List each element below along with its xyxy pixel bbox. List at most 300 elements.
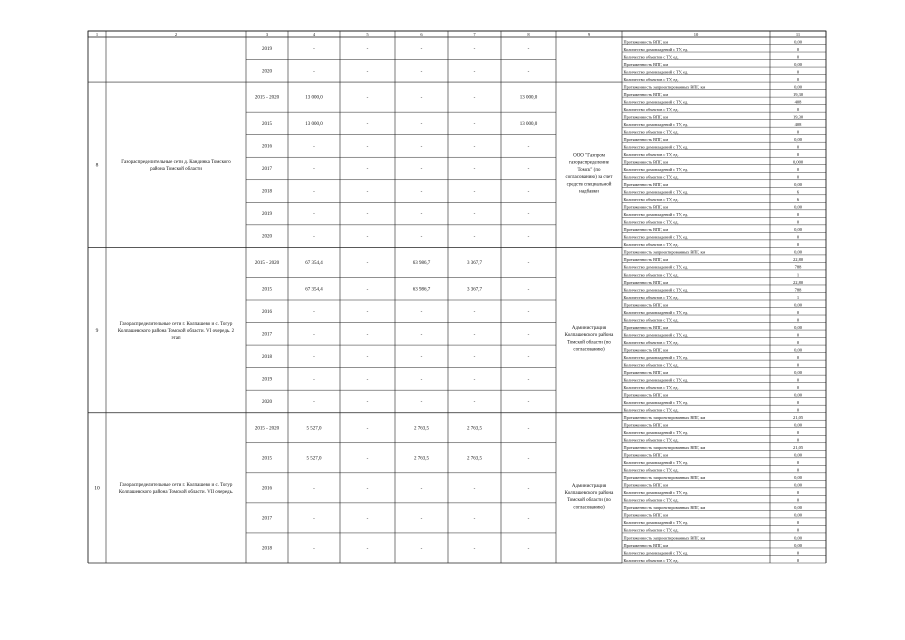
metric-value: 0 xyxy=(796,354,800,360)
metric-value: 0 xyxy=(796,460,800,466)
object-name: Колпашевского района Томской области. VII очередь. xyxy=(118,490,234,496)
metric-label: Протяженность ВПГ, км xyxy=(623,347,669,353)
metric-value: 0,00 xyxy=(794,475,802,481)
amount-cell: - xyxy=(473,354,476,360)
metric-value: 0 xyxy=(796,362,800,368)
header-row xyxy=(88,31,826,37)
amount-cell: - xyxy=(366,189,369,195)
object-name: Газораспределительные сети г. Колпашево и с. Тогур xyxy=(119,483,233,489)
metric-value: 0 xyxy=(796,550,800,556)
metric-value: 0 xyxy=(796,212,800,218)
metric-value: 0,00 xyxy=(794,227,802,233)
amount-cell: 2 763,5 xyxy=(414,426,429,432)
amount-cell: 63 986,7 xyxy=(412,261,431,267)
amount-cell: - xyxy=(366,377,369,383)
metric-value: 788 xyxy=(794,264,802,270)
amount-cell: - xyxy=(420,167,423,173)
amount-cell: - xyxy=(313,234,315,240)
amount-cell: - xyxy=(473,167,476,173)
metric-value: 0 xyxy=(796,317,800,323)
metric-label: Количество объектов с ТУ, ед. xyxy=(623,54,679,60)
amount-cell: 13 000,0 xyxy=(305,95,323,101)
executor: Колпашевского района xyxy=(564,491,614,497)
metric-label: Количество объектов с ТУ, ед. xyxy=(623,152,679,158)
metric-label: Количество домовладений с ТУ, ед. xyxy=(623,69,689,75)
header-cell-8: 8 xyxy=(527,31,530,37)
year-label: 2015 - 2020 xyxy=(254,426,280,432)
year-label: 2016 xyxy=(262,144,272,150)
executor: Томской области (по xyxy=(567,340,611,346)
metric-label: Протяженность ВПГ, км xyxy=(623,182,669,188)
metric-value: 0 xyxy=(796,234,800,240)
metric-label: Протяженность ВПГ, км xyxy=(623,204,669,210)
amount-cell: - xyxy=(420,377,423,383)
metric-value: 0,00 xyxy=(794,39,802,45)
metric-label: Протяженность запроектированных ВПГ, км xyxy=(623,249,706,255)
metric-label: Количество объектов с ТУ, ед. xyxy=(623,219,679,225)
header-cell-11: 11 xyxy=(795,31,801,37)
amount-cell: - xyxy=(527,377,530,383)
amount-cell: - xyxy=(527,332,530,338)
amount-cell: - xyxy=(527,486,530,492)
metric-label: Количество домовладений с ТУ, ед. xyxy=(623,430,689,436)
metric-label: Количество домовладений с ТУ, ед. xyxy=(623,234,689,240)
amount-cell: 3 367,7 xyxy=(467,261,482,267)
amount-cell: - xyxy=(527,144,530,150)
amount-cell: - xyxy=(420,354,423,360)
metric-label: Количество объектов с ТУ, ед. xyxy=(623,174,679,180)
amount-cell: - xyxy=(366,69,369,75)
amount-cell: - xyxy=(473,332,476,338)
metric-value: 0 xyxy=(796,520,800,526)
metric-value: 0,00 xyxy=(794,204,802,210)
amount-cell: - xyxy=(366,212,369,218)
year-label: 2015 xyxy=(262,287,272,293)
metric-value: 0 xyxy=(796,407,800,413)
amount-cell: - xyxy=(473,189,476,195)
amount-cell: 2 763,5 xyxy=(467,456,482,462)
executor: средств специальной xyxy=(566,182,612,188)
amount-cell: - xyxy=(473,212,476,218)
metric-label: Протяженность ВПГ, км xyxy=(623,369,669,375)
amount-cell: - xyxy=(527,400,530,406)
amount-cell: - xyxy=(366,516,369,522)
amount-cell: - xyxy=(313,516,315,522)
metric-label: Протяженность ВПГ, км xyxy=(623,257,669,263)
executor: ООО "Газпром xyxy=(573,153,605,159)
amount-cell: - xyxy=(473,400,476,406)
executor: согласованию) xyxy=(573,505,605,511)
metric-label: Количество домовладений с ТУ, ед. xyxy=(623,189,689,195)
metric-label: Количество домовладений с ТУ, ед. xyxy=(623,354,689,360)
amount-cell: 13 000,0 xyxy=(519,95,538,101)
amount-cell: - xyxy=(366,234,369,240)
metric-label: Количество объектов с ТУ, ед. xyxy=(623,76,679,82)
amount-cell: - xyxy=(473,546,476,552)
metric-value: 0 xyxy=(796,46,800,52)
amount-cell: - xyxy=(527,167,530,173)
executor: надбавки xyxy=(579,189,599,195)
metric-value: 0,000 xyxy=(792,159,804,165)
metric-label: Протяженность запроектированных ВПГ, км xyxy=(623,84,706,90)
amount-cell: - xyxy=(527,46,530,52)
metric-value: 0 xyxy=(796,152,800,158)
amount-cell: - xyxy=(313,167,315,173)
metric-value: 0,00 xyxy=(794,512,802,518)
amount-cell: - xyxy=(366,167,369,173)
amount-cell: 67 354,4 xyxy=(305,261,323,267)
metric-label: Протяженность ВПГ, км xyxy=(623,392,669,398)
header-cell-2: 2 xyxy=(174,31,178,37)
amount-cell: - xyxy=(473,234,476,240)
metric-label: Протяженность ВПГ, км xyxy=(623,159,669,165)
amount-cell: - xyxy=(313,144,315,150)
amount-cell: - xyxy=(527,212,530,218)
metric-value: 788 xyxy=(794,287,802,293)
amount-cell: - xyxy=(420,69,423,75)
amount-cell: - xyxy=(420,400,423,406)
amount-cell: - xyxy=(527,261,530,267)
amount-cell: - xyxy=(366,354,369,360)
executor: Администрация xyxy=(571,483,607,489)
amount-cell: - xyxy=(313,69,315,75)
amount-cell: - xyxy=(420,516,423,522)
amount-cell: - xyxy=(420,332,423,338)
metric-value: 0,00 xyxy=(794,182,802,188)
metric-value: 0 xyxy=(796,309,800,315)
metric-value: 0 xyxy=(796,144,800,150)
amount-cell: - xyxy=(420,486,423,492)
metric-label: Количество объектов с ТУ, ед. xyxy=(623,407,679,413)
metric-label: Протяженность ВПГ, км xyxy=(623,542,669,548)
header-cell-3: 3 xyxy=(265,31,269,37)
row-number: 8 xyxy=(95,162,99,169)
metric-label: Количество объектов с ТУ, ед. xyxy=(623,467,679,473)
metric-value: 0 xyxy=(796,557,800,563)
amount-cell: - xyxy=(527,426,530,432)
metric-label: Количество домовладений с ТУ, ед. xyxy=(623,121,689,127)
header-cell-6: 6 xyxy=(420,31,423,37)
header-cell-5: 5 xyxy=(366,31,369,37)
amount-cell: - xyxy=(527,516,530,522)
metric-label: Количество домовладений с ТУ, ед. xyxy=(623,460,689,466)
metric-value: 0 xyxy=(796,377,800,383)
row-number: 10 xyxy=(94,485,100,492)
metric-value: 0 xyxy=(796,76,800,82)
metric-label: Количество домовладений с ТУ, ед. xyxy=(623,264,689,270)
amount-cell: - xyxy=(527,546,530,552)
metric-label: Протяженность ВПГ, км xyxy=(623,324,669,330)
metric-value: 0 xyxy=(796,129,800,135)
amount-cell: - xyxy=(473,95,476,101)
amount-cell: - xyxy=(366,261,369,267)
header-cell-1: 1 xyxy=(95,31,99,37)
executor: Томской области (по xyxy=(567,498,611,504)
metric-value: 0,00 xyxy=(794,422,802,428)
amount-cell: - xyxy=(420,309,423,315)
amount-cell: - xyxy=(473,309,476,315)
metric-value: 408 xyxy=(794,121,802,127)
amount-cell: - xyxy=(366,287,369,293)
amount-cell: - xyxy=(527,456,530,462)
metric-value: 0 xyxy=(796,219,800,225)
metric-value: 0 xyxy=(796,384,800,390)
executor: Томск" (по xyxy=(577,167,601,173)
metric-label: Количество домовладений с ТУ, ед. xyxy=(623,46,689,52)
amount-cell: - xyxy=(473,516,476,522)
amount-cell: 5 527,0 xyxy=(306,456,322,462)
amount-cell: - xyxy=(473,46,476,52)
amount-cell: 3 367,7 xyxy=(467,287,482,293)
metric-value: 0,00 xyxy=(794,302,802,308)
amount-cell: - xyxy=(473,377,476,383)
year-label: 2018 xyxy=(262,546,272,552)
metric-label: Протяженность ВПГ, км xyxy=(623,91,669,97)
metric-value: 1 xyxy=(796,272,800,278)
amount-cell: - xyxy=(313,354,315,360)
metric-label: Количество домовладений с ТУ, ед. xyxy=(623,309,689,315)
metric-label: Протяженность ВПГ, км xyxy=(623,452,669,458)
metric-label: Количество домовладений с ТУ, ед. xyxy=(623,332,689,338)
year-label: 2015 xyxy=(262,456,272,462)
metric-value: 0 xyxy=(796,400,800,405)
metric-value: 0 xyxy=(796,174,800,180)
metric-label: Количество объектов с ТУ, ед. xyxy=(623,557,679,563)
metric-label: Количество домовладений с ТУ, ед. xyxy=(623,550,689,556)
year-label: 2019 xyxy=(262,46,272,52)
metric-label: Количество объектов с ТУ, ед. xyxy=(623,272,679,278)
metric-value: 0 xyxy=(796,467,800,473)
metric-label: Количество домовладений с ТУ, ед. xyxy=(623,144,689,150)
metric-label: Протяженность запроектированных ВПГ, км xyxy=(623,505,706,511)
executor: Администрация xyxy=(571,326,607,332)
amount-cell: - xyxy=(366,456,369,462)
metric-label: Протяженность запроектированных ВПГ, км xyxy=(623,415,706,421)
metric-value: 0 xyxy=(796,167,800,173)
metric-label: Протяженность ВПГ, км xyxy=(623,512,669,518)
metric-value: 1 xyxy=(796,294,800,300)
metric-label: Количество объектов с ТУ, ед. xyxy=(623,384,679,390)
amount-cell: - xyxy=(313,332,315,338)
metric-label: Количество объектов с ТУ, ед. xyxy=(623,437,679,443)
metric-value: 0,00 xyxy=(794,392,802,398)
year-label: 2018 xyxy=(262,189,272,195)
metric-label: Протяженность запроектированных ВПГ, км xyxy=(623,475,706,481)
metric-value: 19,30 xyxy=(792,91,804,97)
year-label: 2017 xyxy=(262,167,272,173)
metric-label: Протяженность ВПГ, км xyxy=(623,114,669,120)
metric-label: Протяженность ВПГ, км xyxy=(623,279,669,285)
metric-label: Протяженность ВПГ, км xyxy=(623,302,669,308)
metric-value: 0 xyxy=(796,106,800,112)
amount-cell: - xyxy=(527,354,530,360)
year-label: 2019 xyxy=(262,212,272,218)
metric-label: Количество объектов с ТУ, ед. xyxy=(623,294,679,300)
metric-label: Количество объектов с ТУ, ед. xyxy=(623,317,679,323)
row-number: 9 xyxy=(95,327,99,334)
metric-label: Количество домовладений с ТУ, ед. xyxy=(623,490,689,496)
year-label: 2020 xyxy=(262,69,272,75)
amount-cell: - xyxy=(313,486,315,492)
amount-cell: - xyxy=(420,546,423,552)
metric-value: 0 xyxy=(796,242,800,248)
metric-value: 0,00 xyxy=(794,482,802,488)
metric-label: Протяженность ВПГ, км xyxy=(623,422,669,428)
amount-cell: - xyxy=(420,234,423,240)
metric-value: 0,00 xyxy=(794,84,802,90)
metric-value: 0 xyxy=(796,339,800,345)
object-name: Газораспределительные сети д. Кандинка Томского xyxy=(121,159,231,165)
amount-cell: 63 986,7 xyxy=(412,287,431,293)
metric-label: Количество объектов с ТУ, ед. xyxy=(623,197,679,203)
metric-value: 0 xyxy=(796,527,800,533)
metric-label: Количество объектов с ТУ, ед. xyxy=(623,339,679,345)
metric-value: 0,00 xyxy=(794,369,802,375)
metric-value: 0 xyxy=(796,69,800,75)
metric-value: 408 xyxy=(794,99,802,105)
metric-label: Количество объектов с ТУ, ед. xyxy=(623,497,679,503)
metric-label: Протяженность ВПГ, км xyxy=(623,227,669,233)
amount-cell: - xyxy=(420,46,423,52)
metric-label: Количество домовладений с ТУ, ед. xyxy=(623,212,689,218)
year-label: 2015 xyxy=(262,122,272,128)
amount-cell: - xyxy=(366,95,369,101)
year-label: 2015 - 2020 xyxy=(254,95,280,101)
amount-cell: 13 000,0 xyxy=(519,122,538,128)
executor: согласованию) за счет xyxy=(565,175,613,181)
amount-cell: 2 763,5 xyxy=(414,456,429,462)
metric-value: 22,80 xyxy=(792,257,804,263)
metric-label: Количество объектов с ТУ, ед. xyxy=(623,106,679,112)
year-label: 2016 xyxy=(262,309,272,315)
year-label: 2019 xyxy=(262,377,272,383)
metric-label: Количество домовладений с ТУ, ед. xyxy=(623,400,689,405)
metric-value: 0 xyxy=(796,430,800,436)
amount-cell: - xyxy=(313,309,315,315)
amount-cell: - xyxy=(420,144,423,150)
metric-label: Количество домовладений с ТУ, ед. xyxy=(623,287,689,293)
metric-value: 6 xyxy=(796,197,800,203)
metric-value: 0,00 xyxy=(794,324,802,330)
year-label: 2015 - 2020 xyxy=(254,261,280,267)
metric-label: Количество объектов с ТУ, ед. xyxy=(623,527,679,533)
metric-value: 19,30 xyxy=(792,114,804,120)
amount-cell: - xyxy=(366,486,369,492)
metric-label: Протяженность ВПГ, км xyxy=(623,482,669,488)
amount-cell: - xyxy=(420,95,423,101)
metric-value: 0,00 xyxy=(794,452,802,458)
metric-label: Количество домовладений с ТУ, ед. xyxy=(623,167,689,173)
metric-label: Протяженность ВПГ, км xyxy=(623,39,669,45)
amount-cell: - xyxy=(473,144,476,150)
amount-cell: - xyxy=(420,122,423,128)
amount-cell: - xyxy=(473,486,476,492)
year-label: 2016 xyxy=(262,486,272,492)
year-label: 2017 xyxy=(262,516,272,522)
object-name: Газораспределительные сети г. Колпашево и с. Тогур xyxy=(119,321,233,327)
executor: Колпашевского района xyxy=(564,333,614,339)
amount-cell: - xyxy=(313,212,315,218)
amount-cell: - xyxy=(313,46,315,52)
metric-value: 22,80 xyxy=(792,279,804,285)
amount-cell: - xyxy=(366,332,369,338)
header-cell-7: 7 xyxy=(473,31,476,37)
metric-label: Количество объектов с ТУ, ед. xyxy=(623,129,679,135)
metric-value: 0,00 xyxy=(794,61,802,67)
amount-cell: - xyxy=(366,46,369,52)
amount-cell: - xyxy=(366,400,369,406)
metric-value: 21,05 xyxy=(792,445,804,451)
metric-label: Количество домовладений с ТУ, ед. xyxy=(623,520,689,526)
amount-cell: - xyxy=(366,426,369,432)
amount-cell: - xyxy=(313,400,315,406)
object-name: этап xyxy=(171,335,181,341)
amount-cell: - xyxy=(527,189,530,195)
year-label: 2018 xyxy=(262,354,272,360)
metric-value: 0,00 xyxy=(794,137,802,142)
amount-cell: - xyxy=(313,377,315,383)
year-label: 2020 xyxy=(262,234,272,240)
executor: газораспределение xyxy=(568,160,610,166)
amount-cell: 2 763,5 xyxy=(467,426,482,432)
amount-cell: - xyxy=(527,287,530,293)
amount-cell: - xyxy=(473,69,476,75)
metric-label: Количество домовладений с ТУ, ед. xyxy=(623,99,689,105)
metric-value: 0,00 xyxy=(794,542,802,548)
amount-cell: - xyxy=(420,212,423,218)
metric-label: Протяженность запроектированных ВПГ, км xyxy=(623,535,706,541)
object-name: района Томской области xyxy=(150,166,202,172)
metric-value: 0,00 xyxy=(794,535,802,541)
amount-cell: 5 527,0 xyxy=(306,426,322,432)
metric-label: Протяженность ВПГ, км xyxy=(623,61,669,67)
metric-label: Протяженность запроектированных ВПГ, км xyxy=(623,445,706,451)
metric-label: Количество объектов с ТУ, ед. xyxy=(623,362,679,368)
amount-cell: - xyxy=(473,122,476,128)
amount-cell: - xyxy=(527,69,530,75)
header-cell-10: 10 xyxy=(693,31,699,37)
metric-value: 21,05 xyxy=(792,415,804,421)
amount-cell: - xyxy=(420,189,423,195)
amount-cell: - xyxy=(366,309,369,315)
header-cell-4: 4 xyxy=(312,31,316,37)
metric-value: 0 xyxy=(796,332,800,338)
amount-cell: - xyxy=(527,234,530,240)
metric-value: 0 xyxy=(796,490,800,496)
metric-value: 0,00 xyxy=(794,505,802,511)
amount-cell: - xyxy=(313,546,315,552)
metric-label: Количество объектов с ТУ, ед. xyxy=(623,242,679,248)
metric-value: 0 xyxy=(796,497,800,503)
header-cell-9: 9 xyxy=(587,31,591,37)
amount-cell: 67 354,4 xyxy=(305,287,323,293)
executor: согласованию) xyxy=(573,347,605,353)
amount-cell: 13 000,0 xyxy=(305,122,323,128)
amount-cell: - xyxy=(313,189,315,195)
metric-label: Протяженность ВПГ, км xyxy=(623,137,669,142)
amount-cell: - xyxy=(366,144,369,150)
metric-label: Количество домовладений с ТУ, ед. xyxy=(623,377,689,383)
metric-value: 0 xyxy=(796,437,800,443)
amount-cell: - xyxy=(366,546,369,552)
amount-cell: - xyxy=(366,122,369,128)
metric-value: 0,00 xyxy=(794,249,802,255)
metric-value: 0,00 xyxy=(794,347,802,353)
metric-value: 0 xyxy=(796,54,800,60)
amount-cell: - xyxy=(527,309,530,315)
year-label: 2017 xyxy=(262,332,272,338)
year-label: 2020 xyxy=(262,400,272,406)
